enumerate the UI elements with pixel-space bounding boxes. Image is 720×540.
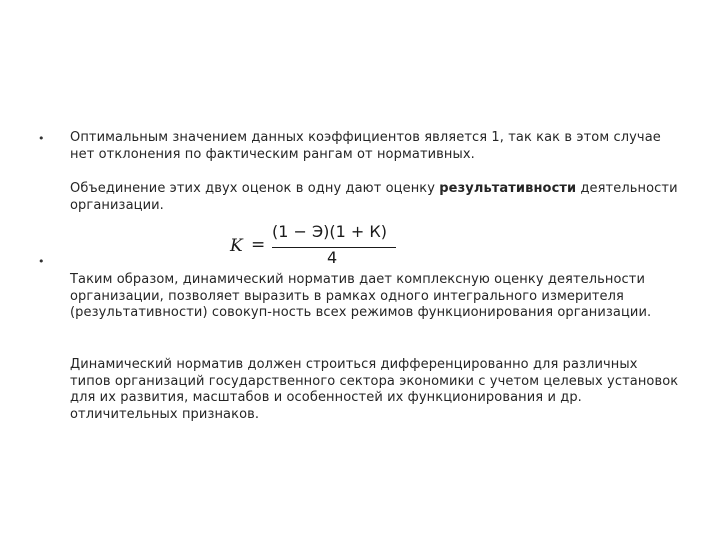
formula-equals: = [251, 235, 266, 255]
bullet-marker: • [38, 132, 45, 145]
paragraph-combined-assessment [70, 181, 680, 214]
paragraph-dynamic-norm-summary: Таким образом, динамический норматив дает комплексную оценку деятельности организации, позволяет выразить в рамках одного интегрального измерителя (результативности) совокуп-ность всех режимов функционирования организации. [70, 272, 652, 320]
text-segment: Объединение этих двух оценок в одну дают оценку [70, 181, 440, 196]
paragraph-optimal-value: Оптимальным значением данных коэффициентов является 1, так как в этом случае нет отклонения по фактическим рангам от нормативных. [70, 130, 661, 162]
formula [230, 222, 410, 272]
formula-lhs: K [230, 236, 243, 256]
formula-numerator: (1 − Э)(1 + К) [272, 222, 388, 241]
paragraph-dynamic-norm-differentiation: Динамический норматив должен строиться дифференцированно для различных типов организаций государственного сектора экономики с учетом целевых установок для их развития, масштабов и особенностей их функционирования и др. отличительных признаков. [70, 357, 679, 422]
bullet-marker: • [38, 255, 45, 268]
bold-term: результативности [439, 181, 577, 196]
text-segment: деятельности организации. [70, 181, 678, 213]
formula-denominator: 4 [327, 248, 338, 267]
